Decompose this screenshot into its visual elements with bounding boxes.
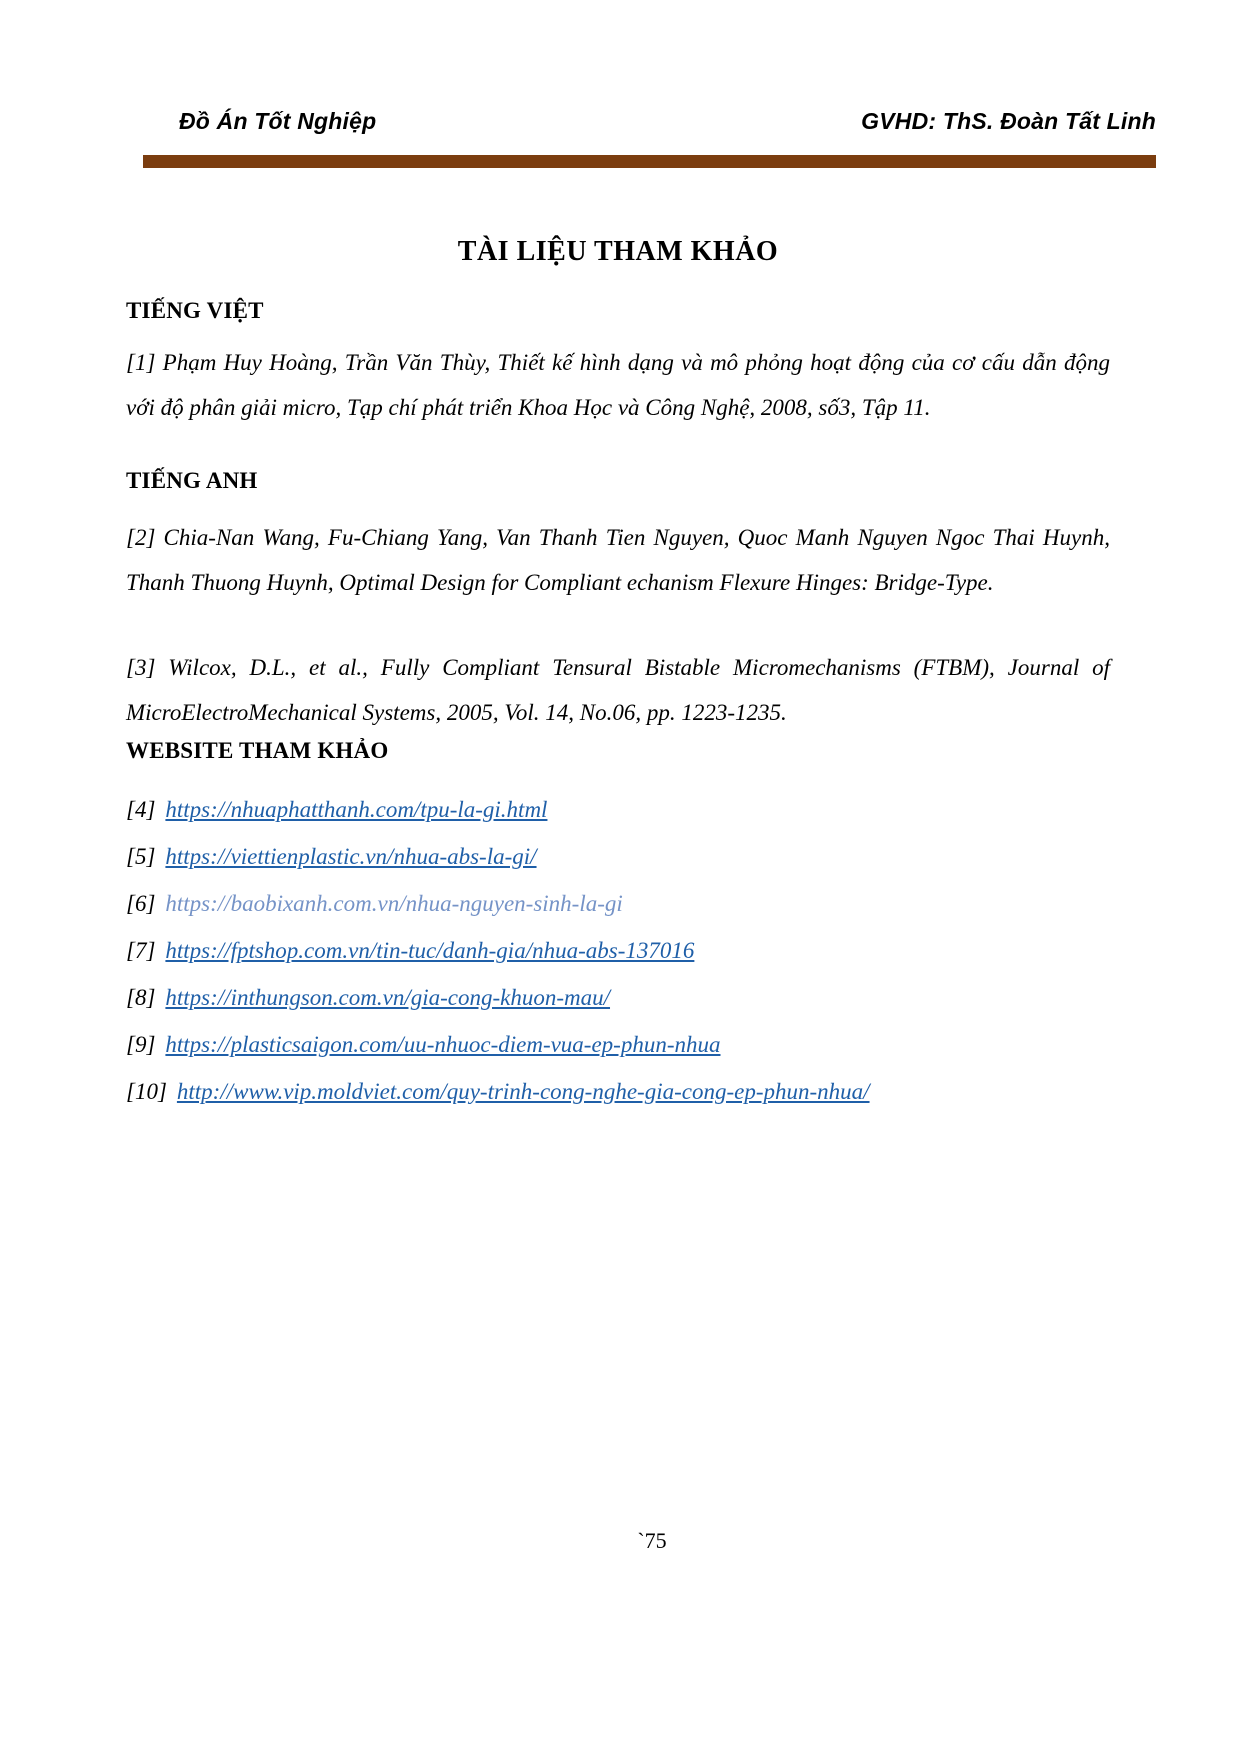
link-row-7 (126, 927, 1110, 974)
link-number-7: [7] (126, 938, 156, 963)
link-url-10[interactable]: http://www.vip.moldviet.com/quy-trinh-cong-nghe-gia-cong-ep-phun-nhua/ (176, 1079, 870, 1104)
link-number-8: [8] (126, 985, 156, 1010)
link-url-7[interactable]: https://fptshop.com.vn/tin-tuc/danh-gia/nhua-abs-137016 (165, 938, 695, 963)
link-row-10 (126, 1068, 1110, 1115)
link-url-4[interactable]: https://nhuaphatthanh.com/tpu-la-gi.html (165, 797, 548, 822)
link-number-4: [4] (126, 797, 156, 822)
link-number-6: [6] (126, 891, 156, 916)
header-right-text: GVHD: ThS. Đoàn Tất Linh (861, 108, 1156, 134)
page-title: TÀI LIỆU THAM KHẢO (457, 236, 779, 267)
link-row-5 (126, 833, 1110, 880)
running-header (143, 108, 1156, 135)
link-row-6 (126, 880, 1110, 927)
link-number-9: [9] (126, 1032, 156, 1057)
reference-2: [2] Chia-Nan Wang, Fu-Chiang Yang, Van Thanh Tien Nguyen, Quoc Manh Nguyen Ngoc Thai Huynh, Thanh Thuong Huynh, Optimal Design for Compliant echanism Flexure Hinges: Bridge-Type. (126, 525, 1110, 595)
link-row-4 (126, 786, 1110, 833)
link-url-5[interactable]: https://viettienplastic.vn/nhua-abs-la-gi/ (165, 844, 537, 869)
reference-3: [3] Wilcox, D.L., et al., Fully Compliant Tensural Bistable Micromechanisms (FTBM), Journal of MicroElectroMechanical Systems, 2005, Vol. 14, No.06, pp. 1223-1235. (126, 655, 1110, 725)
section-heading-tieng-anh: TIẾNG ANH (126, 468, 258, 493)
link-url-9[interactable]: https://plasticsaigon.com/uu-nhuoc-diem-vua-ep-phun-nhua (165, 1032, 721, 1057)
section-heading-website-tham-khao: WEBSITE THAM KHẢO (126, 738, 389, 763)
page-number: `75 (637, 1528, 667, 1553)
header-rule (143, 155, 1156, 168)
link-url-8[interactable]: https://inthungson.com.vn/gia-cong-khuon-mau/ (165, 985, 611, 1010)
header-left-text: Đồ Án Tốt Nghiệp (179, 108, 377, 134)
link-number-5: [5] (126, 844, 156, 869)
link-url-6[interactable]: https://baobixanh.com.vn/nhua-nguyen-sinh-la-gi (165, 891, 623, 916)
website-links-list (126, 786, 1110, 1115)
link-row-9 (126, 1021, 1110, 1068)
link-number-10: [10] (126, 1079, 167, 1104)
section-heading-tieng-viet: TIẾNG VIỆT (126, 298, 264, 323)
reference-1: [1] Phạm Huy Hoàng, Trần Văn Thùy, Thiết kế hình dạng và mô phỏng hoạt động của cơ cấu dẫn động với độ phân giải micro, Tạp chí phát triển Khoa Học và Công Nghệ, 2008, số3, Tập 11. (126, 350, 1110, 420)
link-row-8 (126, 974, 1110, 1021)
